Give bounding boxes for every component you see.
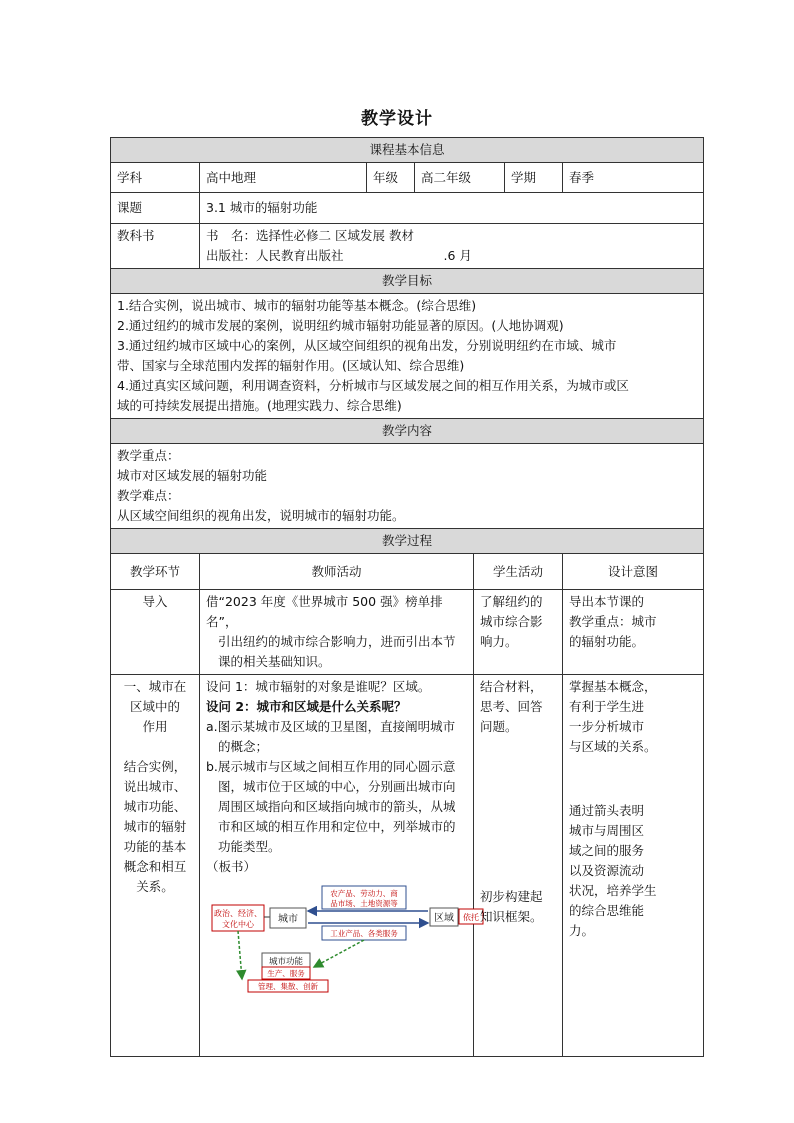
textbook-info <box>200 224 704 269</box>
city-label: 城市 <box>278 914 298 925</box>
student-line: 思考、回答 <box>480 699 543 714</box>
student-intro <box>474 590 563 675</box>
content-text <box>111 444 704 529</box>
question-1: 设问 1：城市辐射的对象是谁呢？区域。 <box>206 679 431 694</box>
textbook-publisher: 出版社：人民教育出版社 .6 月 <box>206 248 472 263</box>
header-stage: 教学环节 <box>111 554 200 590</box>
intent-line: 教学重点：城市 <box>569 614 657 629</box>
teacher-line: 市和区域的相互作用和定位中，列举城市的 <box>218 819 456 834</box>
term-label: 学期 <box>505 163 563 193</box>
intent-line: 一步分析城市 <box>569 719 645 734</box>
intent-line: 城市与周围区 <box>569 823 645 838</box>
city-box <box>270 908 306 928</box>
stage-spacer <box>117 737 193 757</box>
city-function-label: 城市功能 <box>268 957 304 967</box>
teacher-line: b.展示城市与区域之间相互作用的同心圆示意 <box>206 759 456 774</box>
textbook-label: 教科书 <box>111 224 200 269</box>
student-line: 了解纽约的 <box>480 594 543 609</box>
region-box <box>430 908 458 926</box>
intent-spacer <box>569 757 697 801</box>
intent-line: 以及资源流动 <box>569 863 645 878</box>
difficulty-label: 教学难点： <box>117 488 180 503</box>
question-2: 设问 2：城市和区域是什么关系呢？ <box>206 699 407 714</box>
reliance-label: 依托 <box>463 913 479 922</box>
intent-line: 域之间的服务 <box>569 843 645 858</box>
stage-intro: 导入 <box>111 590 200 675</box>
intent-line: 导出本节课的 <box>569 594 645 609</box>
goal-line: 2.通过纽约的城市发展的案例，说明纽约城市辐射功能显著的原因。(人地协调观) <box>117 318 564 333</box>
bottom-flow-label: 工业产品、各类服务 <box>330 929 398 938</box>
intent-line: 力。 <box>569 923 595 938</box>
grade-value: 高二年级 <box>415 163 505 193</box>
teacher-line: 图，城市位于区域的中心，分别画出城市向 <box>218 779 456 794</box>
goal-line: 4.通过真实区域问题，利用调查资料，分析城市与区域发展之间的相互作用关系，为城市或区 <box>117 378 629 393</box>
header-intent: 设计意图 <box>563 554 704 590</box>
student-line: 初步构建起 <box>480 889 543 904</box>
goal-line: 1.结合实例，说出城市、城市的辐射功能等基本概念。(综合思维) <box>117 298 477 313</box>
goals-text <box>111 294 704 419</box>
teacher-line: a.图示某城市及区域的卫星图，直接阐明城市 <box>206 719 456 734</box>
stage-line: 区域中的 <box>129 699 180 714</box>
intent-line: 有利于学生进 <box>569 699 645 714</box>
textbook-name: 书 名：选择性必修二 区域发展 教材 <box>206 228 414 243</box>
top-flow-box <box>322 886 406 909</box>
city-function-sub2: 管理、集散、创新 <box>258 982 318 991</box>
goal-line: 带、国家与全球范围内发挥的辐射作用。(区域认知、综合思维) <box>117 358 465 373</box>
flow-to-function-arrow <box>314 940 364 967</box>
stage-line: 一、城市在 <box>123 679 187 694</box>
teacher-line: 借“2023 年度《世界城市 500 强》榜单排名”， <box>206 594 443 629</box>
intent-line: 的辐射功能。 <box>569 634 645 649</box>
header-student: 学生活动 <box>474 554 563 590</box>
intent-intro <box>563 590 704 675</box>
teacher-intro <box>200 590 474 675</box>
section-basic-info: 课程基本信息 <box>111 138 704 163</box>
stage-line: 城市功能、 <box>123 799 187 814</box>
intent-line: 通过箭头表明 <box>569 803 645 818</box>
section-process: 教学过程 <box>111 529 704 554</box>
board-note: （板书） <box>206 859 257 874</box>
region-label: 区域 <box>434 913 454 924</box>
city-function-box <box>248 953 328 992</box>
topic-value: 3.1 城市的辐射功能 <box>200 193 704 224</box>
key-point-label: 教学重点： <box>117 448 180 463</box>
subject-label: 学科 <box>111 163 200 193</box>
city-function-sub: 生产、服务 <box>267 969 305 978</box>
top-flow-line: 农产品、劳动力、商 <box>330 889 398 898</box>
section-content: 教学内容 <box>111 419 704 444</box>
term-value: 春季 <box>563 163 704 193</box>
stage-line: 作用 <box>142 719 168 734</box>
center-label-line: 文化中心 <box>222 920 254 929</box>
intent-line: 掌握基本概念， <box>569 679 657 694</box>
section-goals: 教学目标 <box>111 269 704 294</box>
student-city-region <box>474 675 563 1057</box>
stage-line: 结合实例， <box>123 759 187 774</box>
goal-line: 3.通过纽约城市区域中心的案例，从区域空间组织的视角出发，分别说明纽约在市域、城市 <box>117 338 617 353</box>
stage-line: 说出城市、 <box>123 779 187 794</box>
top-flow-line: 品市场、土地资源等 <box>330 899 398 908</box>
doc-title: 教学设计 <box>361 109 433 129</box>
student-line: 响力。 <box>480 634 518 649</box>
teacher-line: 课的相关基础知识。 <box>218 654 331 669</box>
teacher-line: 周围区域指向和区域指向城市的箭头，从城 <box>218 799 456 814</box>
student-line: 知识框架。 <box>480 909 543 924</box>
student-line: 城市综合影 <box>480 614 543 629</box>
intent-city-region <box>563 675 704 1057</box>
teacher-line: 引出纽约的城市综合影响力，进而引出本节 <box>218 634 456 649</box>
student-line: 结合材料， <box>480 679 543 694</box>
stage-line: 功能的基本 <box>123 839 187 854</box>
stage-line: 城市的辐射 <box>123 819 187 834</box>
center-box <box>212 905 264 931</box>
stage-line: 概念和相互 <box>123 859 187 874</box>
subject-value: 高中地理 <box>200 163 367 193</box>
difficulty-text: 从区域空间组织的视角出发，说明城市的辐射功能。 <box>117 508 405 523</box>
intent-line: 与区域的关系。 <box>569 739 657 754</box>
center-label-line: 政治、经济、 <box>214 909 262 918</box>
teacher-line: 的概念； <box>218 739 269 754</box>
grade-label: 年级 <box>367 163 415 193</box>
intent-line: 的综合思维能 <box>569 903 645 918</box>
board-diagram <box>210 883 490 1001</box>
stage-city-region <box>111 675 200 1057</box>
teacher-line: 功能类型。 <box>218 839 281 854</box>
topic-label: 课题 <box>111 193 200 224</box>
intent-line: 状况，培养学生 <box>569 883 657 898</box>
student-spacer <box>480 737 556 887</box>
student-line: 问题。 <box>480 719 518 734</box>
bottom-flow-box <box>322 926 406 940</box>
teacher-city-region <box>200 675 479 1057</box>
goal-line: 域的可持续发展提出措施。(地理实践力、综合思维) <box>117 398 402 413</box>
lesson-plan-table <box>110 137 704 1057</box>
stage-line: 关系。 <box>136 879 174 894</box>
header-teacher: 教师活动 <box>200 554 474 590</box>
key-point-text: 城市对区域发展的辐射功能 <box>117 468 268 483</box>
center-to-function-arrow <box>238 931 242 979</box>
